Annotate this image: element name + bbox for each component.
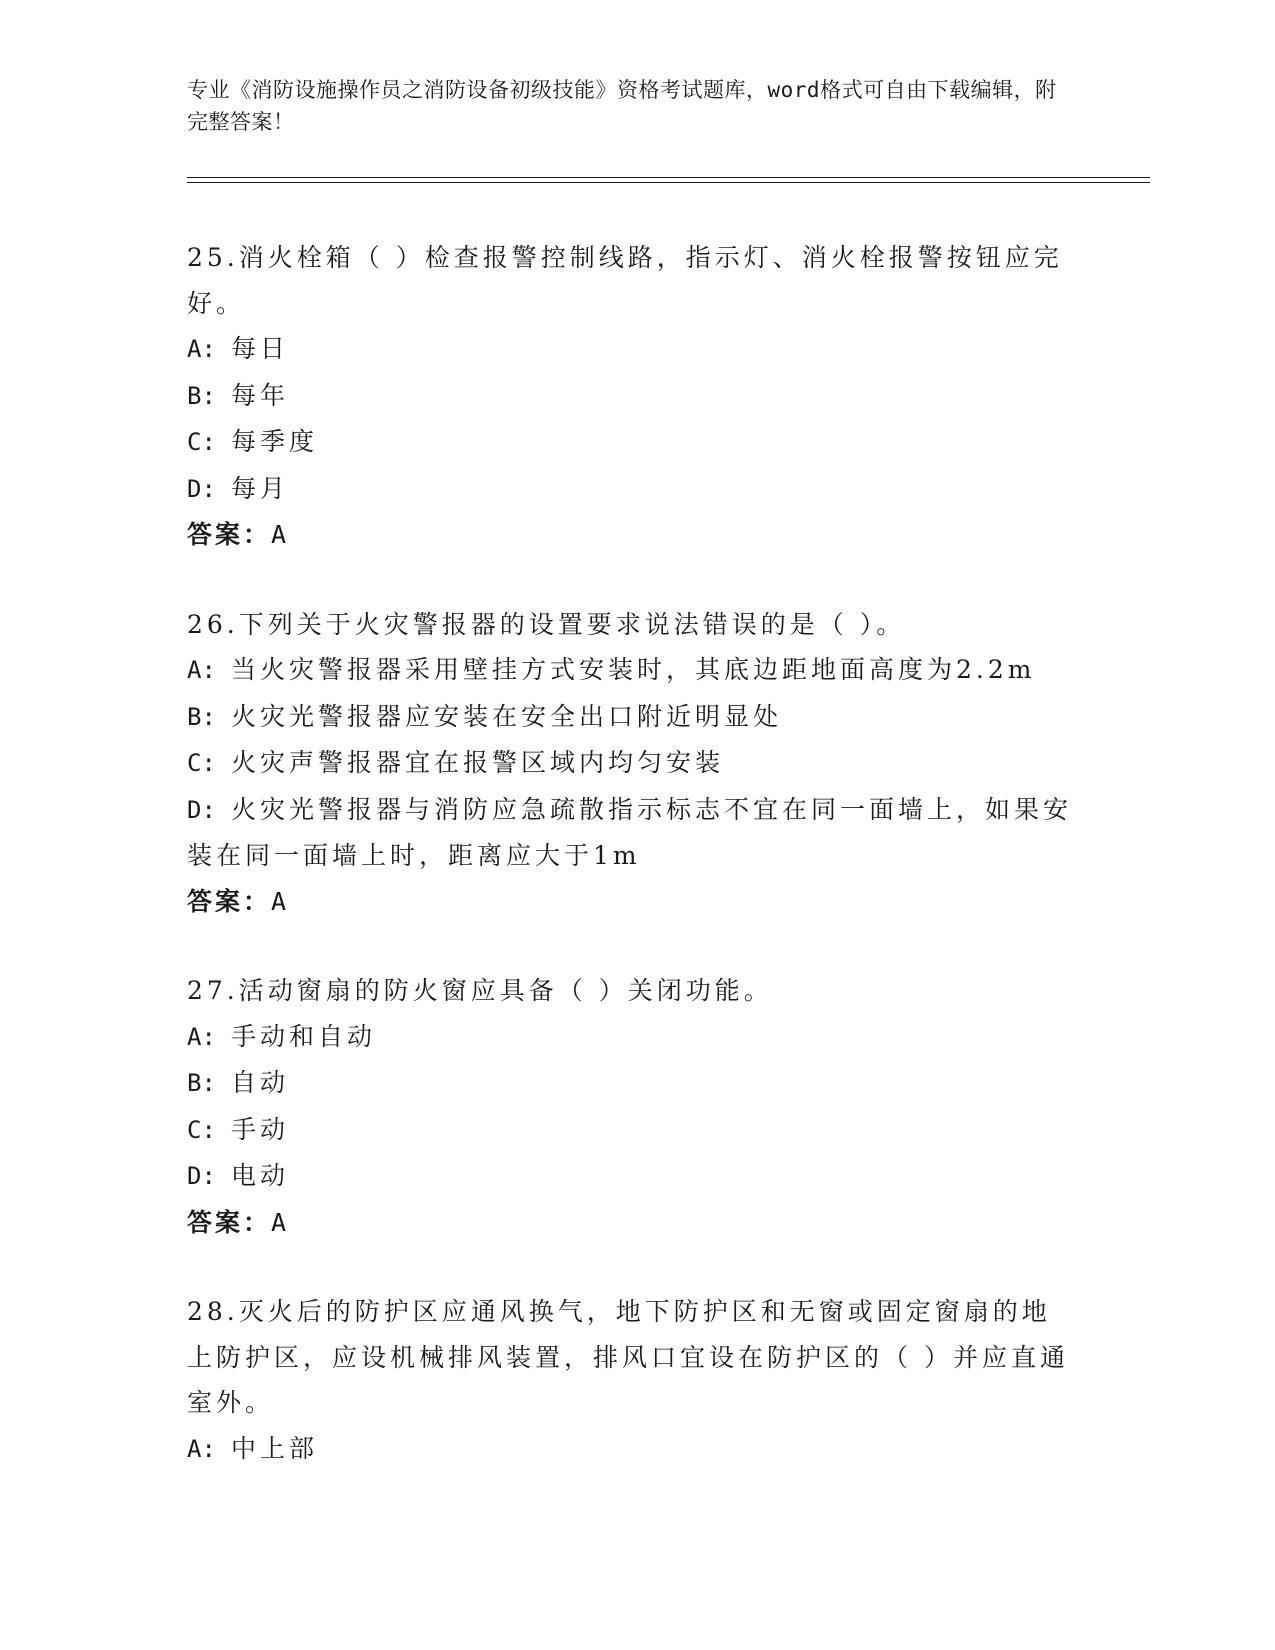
question-stem: 25.消火栓箱（ ）检查报警控制线路，指示灯、消火栓报警按钮应完好。 <box>187 243 1063 318</box>
option-text: 每月 <box>231 473 290 503</box>
option-key: C: <box>187 749 216 777</box>
question-25 <box>187 235 1077 558</box>
header-divider-top <box>187 177 1150 178</box>
option-d <box>187 1153 1077 1200</box>
answer-label: 答案： <box>187 520 272 549</box>
option-text: 手动和自动 <box>231 1021 377 1051</box>
option-key: A: <box>187 335 216 363</box>
option-a <box>187 1426 1077 1473</box>
option-key: B: <box>187 1069 216 1097</box>
header-divider-bottom <box>187 182 1150 183</box>
answer-label: 答案： <box>187 886 272 916</box>
option-text: 火灾光警报器应安装在安全出口附近明显处 <box>231 701 783 731</box>
answer-line <box>187 1200 1077 1246</box>
answer-value: A <box>271 1207 290 1237</box>
option-text: 每年 <box>231 380 290 410</box>
answer-value: A <box>271 520 290 549</box>
option-text: 自动 <box>231 1068 290 1097</box>
question-27 <box>187 968 1077 1245</box>
option-key: A: <box>187 1022 216 1051</box>
option-a <box>187 647 1077 694</box>
question-stem: 27.活动窗扇的防火窗应具备（ ）关闭功能。 <box>187 976 773 1005</box>
option-text: 火灾光警报器与消防应急疏散指示标志不宜在同一面墙上，如果安装在同一面墙上时，距离应大于1m <box>187 794 1073 870</box>
option-text: 电动 <box>231 1161 290 1190</box>
option-key: B: <box>187 702 216 731</box>
option-key: A: <box>187 656 216 684</box>
question-stem: 26.下列关于火灾警报器的设置要求说法错误的是（ ）。 <box>187 609 906 639</box>
option-text: 当火灾警报器采用壁挂方式安装时，其底边距地面高度为2.2m <box>231 655 1036 684</box>
answer-line <box>187 879 1077 925</box>
question-list <box>187 235 1077 1516</box>
question-28 <box>187 1289 1077 1472</box>
document-intro: 专业《消防设施操作员之消防设备初级技能》资格考试题库，word格式可自由下载编辑，附完整答案！ <box>187 78 1057 134</box>
option-c <box>187 419 1077 466</box>
option-b <box>187 373 1077 420</box>
option-key: D: <box>187 1162 216 1190</box>
option-key: D: <box>187 795 216 824</box>
option-key: B: <box>187 381 216 410</box>
answer-line <box>187 512 1077 558</box>
option-b <box>187 1060 1077 1107</box>
option-text: 手动 <box>231 1114 290 1144</box>
option-d <box>187 466 1077 513</box>
option-d <box>187 787 1077 879</box>
answer-value: A <box>271 886 290 916</box>
option-text: 火灾声警报器宜在报警区域内均匀安装 <box>231 748 725 777</box>
option-key: D: <box>187 474 216 503</box>
question-stem: 28.灭火后的防护区应通风换气，地下防护区和无窗或固定窗扇的地上防护区，应设机械排风装置，排风口宜设在防护区的（ ）并应直通室外。 <box>187 1297 1069 1417</box>
question-26 <box>187 602 1077 925</box>
option-text: 每季度 <box>231 427 319 456</box>
option-text: 中上部 <box>231 1433 319 1463</box>
option-text: 每日 <box>231 334 290 363</box>
option-key: C: <box>187 428 216 456</box>
option-b <box>187 694 1077 741</box>
option-key: C: <box>187 1115 216 1144</box>
option-a <box>187 1014 1077 1061</box>
option-key: A: <box>187 1434 216 1463</box>
option-c <box>187 740 1077 787</box>
option-c <box>187 1107 1077 1154</box>
option-a <box>187 326 1077 373</box>
answer-label: 答案： <box>187 1207 272 1237</box>
